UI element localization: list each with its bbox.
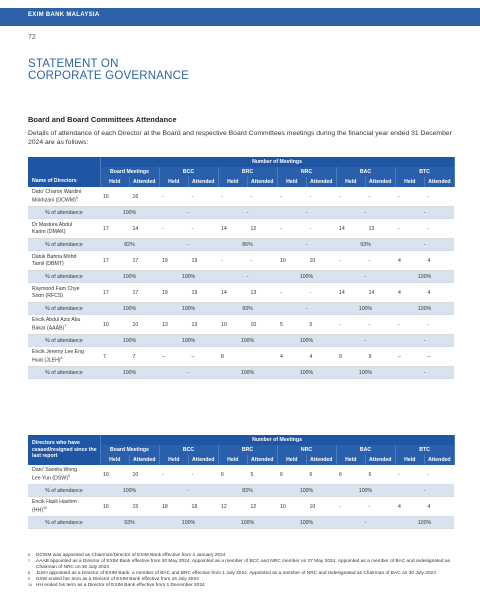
meeting-count-cell: 17	[130, 251, 160, 271]
meeting-count-cell: 19	[159, 283, 189, 303]
director-name-line-2: Bakar (AAAB)$^7$	[32, 324, 67, 332]
meeting-count-cell: -	[189, 465, 219, 485]
meeting-count-cell: -	[277, 219, 307, 239]
held-header: Held	[336, 455, 366, 465]
director-name-line-2: Mokhzani (DCWM)$^6$	[32, 196, 78, 204]
meeting-count-cell: 16	[100, 187, 130, 207]
attendance-percent-cell: -	[277, 239, 336, 251]
footnote-number: 10	[28, 583, 32, 587]
meeting-count-cell: 4	[425, 251, 455, 271]
meeting-count-cell: -	[248, 187, 278, 207]
committee-header: BRC	[218, 445, 277, 455]
attendance-row	[28, 303, 454, 315]
footnote-text: DSW ended her term as a Director of EXIM Bank effective from 15 July 2024	[36, 577, 199, 582]
director-name-line-1: Dato' Charon Wardini	[32, 188, 82, 195]
attendance-percent-cell: 100%	[395, 303, 454, 315]
director-name-line-2: Karim (DMAK)	[32, 228, 66, 235]
meeting-count-cell: –	[425, 347, 455, 367]
meeting-count-cell: 10	[130, 315, 160, 335]
committee-header: BRC	[218, 167, 277, 177]
meeting-count-cell: 18	[189, 497, 219, 517]
director-name-line-2: Huat (JLEH)$^8$	[32, 356, 63, 364]
director-name-line-1: Encik Abdul Aziz Abu	[32, 316, 81, 323]
attendance-percent-cell: 100%	[159, 335, 218, 347]
meeting-count-cell: 6	[277, 465, 307, 485]
table-row	[28, 283, 454, 303]
meeting-count-cell: -	[336, 315, 366, 335]
attended-header: Attended	[307, 455, 337, 465]
table-row	[28, 497, 454, 517]
meeting-count-cell: 12	[248, 219, 278, 239]
footnote-ref: 9	[67, 474, 70, 479]
meeting-count-cell: 15	[130, 497, 160, 517]
director-name	[28, 187, 100, 207]
table-row	[28, 315, 454, 335]
attendance-percent-cell: 100%	[336, 485, 395, 497]
meeting-count-cell: -	[336, 187, 366, 207]
committee-header: BCC	[159, 445, 218, 455]
attendance-percent-cell: 100%	[277, 335, 336, 347]
meeting-count-cell: 4	[425, 283, 455, 303]
held-header: Held	[277, 177, 307, 187]
director-name	[28, 251, 100, 271]
attendance-percent-cell: 86%	[218, 239, 277, 251]
meeting-count-cell: 6	[218, 465, 248, 485]
committee-header: BCC	[159, 167, 218, 177]
committee-header: BTC	[395, 167, 454, 177]
attendance-percent-cell: 93%	[336, 239, 395, 251]
meeting-count-cell: 6	[336, 465, 366, 485]
meeting-count-cell: 13	[366, 219, 396, 239]
meeting-count-cell: 13	[189, 315, 219, 335]
footnotes	[28, 553, 458, 589]
attendance-percent-cell: -	[277, 303, 336, 315]
title-line-2: CORPORATE GOVERNANCE	[28, 70, 189, 82]
attendance-row	[28, 271, 454, 283]
meeting-count-cell: 18	[159, 497, 189, 517]
meeting-count-cell: -	[159, 187, 189, 207]
meeting-count-cell: 6	[307, 465, 337, 485]
held-header: Held	[218, 177, 248, 187]
meeting-count-cell: -	[307, 219, 337, 239]
attendance-percent-cell: 82%	[100, 239, 159, 251]
held-header: Held	[100, 455, 130, 465]
table-row	[28, 465, 454, 485]
director-name-line-1: Encik Hasli Hashim	[32, 498, 77, 505]
held-header: Held	[100, 177, 130, 187]
name-column-header: Directors who have ceased/resigned since the last report	[28, 435, 100, 465]
meeting-count-cell: 14	[218, 283, 248, 303]
held-header: Held	[159, 177, 189, 187]
footnote-number: 8	[28, 571, 30, 575]
attendance-percent-cell: 100%	[100, 207, 159, 219]
committee-header: NRC	[277, 445, 336, 455]
director-name	[28, 315, 100, 335]
attendance-percent-cell: -	[218, 207, 277, 219]
meeting-count-cell: 14	[336, 219, 366, 239]
meeting-count-cell: -	[218, 187, 248, 207]
attendance-percent-cell: 100%	[395, 517, 454, 529]
meeting-count-cell: -	[425, 219, 455, 239]
director-name-line-2: (HH)$^{10}$	[32, 506, 47, 514]
director-name-line-1: Raymond Fam Chye	[32, 286, 80, 292]
footnote-text: DCWM was appointed as Chairman/Director of EXIM Bank effective from 4 January 2024	[36, 553, 226, 558]
director-name-line-2: Tamil (DBMT)	[32, 260, 64, 267]
attended-header: Attended	[425, 455, 455, 465]
meeting-count-cell: 4	[395, 251, 425, 271]
attendance-percent-cell: 100%	[277, 517, 336, 529]
attendance-row	[28, 239, 454, 251]
attendance-percent-cell: 100%	[159, 271, 218, 283]
brand-bar	[0, 8, 480, 26]
meeting-count-cell: 19	[159, 251, 189, 271]
meeting-count-cell: –	[189, 347, 219, 367]
meeting-count-cell: 19	[189, 251, 219, 271]
footnote-text: JLEH appointed as a Director of EXIM Bank, a member of BAC and BRC effective from 1 July 2024. Appointed as a member of NRC and redesignated as Chairman of BAC on 30 July 2024	[36, 571, 436, 576]
meeting-count-cell: -	[366, 497, 396, 517]
held-header: Held	[395, 177, 425, 187]
director-name-line-2: Soon (RFCS)	[32, 292, 64, 299]
attended-header: Attended	[307, 177, 337, 187]
held-header: Held	[218, 455, 248, 465]
title-line-1: STATEMENT ON	[28, 58, 119, 70]
meeting-count-cell: -	[159, 465, 189, 485]
meeting-count-cell: -	[189, 219, 219, 239]
director-name-line-1: Dato' Sandra Wong	[32, 466, 78, 473]
footnote-text: AAAB appointed as a Director of EXIM Bank effective from 20 May 2024. Appointed as a member of BCC and NRC member on 27 May 2024. Appointed as a member of BAC and redesignated as Chairman of NRC on 30 July 2024	[36, 559, 451, 570]
brand-name: EXIM BANK MALAYSIA	[28, 12, 100, 18]
attendance-percent-cell: 100%	[277, 271, 336, 283]
attendance-percent-cell: -	[395, 335, 454, 347]
attendance-percent-cell: -	[159, 239, 218, 251]
attendance-label: % of attendance	[28, 335, 100, 347]
attendance-percent-cell: 100%	[218, 517, 277, 529]
meeting-count-cell: 14	[366, 283, 396, 303]
attendance-label: % of attendance	[28, 517, 100, 529]
held-header: Held	[336, 177, 366, 187]
attended-header: Attended	[130, 177, 160, 187]
meeting-count-cell: -	[189, 187, 219, 207]
meeting-count-cell: 10	[100, 465, 130, 485]
attendance-label: % of attendance	[28, 207, 100, 219]
attendance-percent-cell: -	[395, 239, 454, 251]
attendance-percent-cell: 100%	[277, 367, 336, 379]
meeting-count-cell: 17	[130, 283, 160, 303]
attendance-percent-cell: -	[159, 367, 218, 379]
meeting-count-cell: 10	[277, 497, 307, 517]
attended-header: Attended	[248, 455, 278, 465]
attendance-percent-cell: 100%	[218, 367, 277, 379]
meeting-count-cell: 4	[395, 497, 425, 517]
number-of-meetings-header: Number of Meetings	[100, 157, 454, 167]
director-name	[28, 219, 100, 239]
footnote-ref: 10	[42, 506, 47, 511]
attendance-label: % of attendance	[28, 303, 100, 315]
page-number: 72	[28, 34, 36, 41]
meeting-count-cell: -	[277, 283, 307, 303]
meeting-count-cell: 13	[159, 315, 189, 335]
meeting-count-cell: -	[425, 187, 455, 207]
footnote-number: 9	[28, 577, 30, 581]
meeting-count-cell: -	[395, 219, 425, 239]
meeting-count-cell: 17	[100, 219, 130, 239]
attendance-row	[28, 335, 454, 347]
attendance-label: % of attendance	[28, 367, 100, 379]
attendance-percent-cell: 100%	[100, 485, 159, 497]
attendance-percent-cell: -	[159, 207, 218, 219]
attendance-percent-cell: -	[395, 207, 454, 219]
meeting-count-cell: 9	[366, 347, 396, 367]
attendance-row	[28, 485, 454, 497]
meeting-count-cell: -	[218, 251, 248, 271]
attendance-percent-cell: -	[336, 271, 395, 283]
meeting-count-cell: -	[425, 315, 455, 335]
footnote	[28, 583, 458, 589]
meeting-count-cell: 19	[189, 283, 219, 303]
attendance-percent-cell: 100%	[159, 303, 218, 315]
attendance-row	[28, 367, 454, 379]
page-title	[28, 58, 189, 82]
number-of-meetings-header: Number of Meetings	[100, 435, 454, 445]
meeting-count-cell: 10	[100, 315, 130, 335]
director-name-line-1: Dr Mastura Abdul	[32, 222, 73, 228]
director-name-line-1: Encik Jeremy Lee Eng	[32, 348, 84, 355]
attended-header: Attended	[366, 177, 396, 187]
meeting-count-cell: -	[395, 315, 425, 335]
name-column-header: Name of Directors	[28, 157, 100, 187]
attendance-row	[28, 207, 454, 219]
meeting-count-cell: 10	[307, 497, 337, 517]
attendance-percent-cell: 93%	[218, 303, 277, 315]
table-row	[28, 187, 454, 207]
attended-header: Attended	[189, 177, 219, 187]
meeting-count-cell: -	[366, 315, 396, 335]
attendance-percent-cell: -	[395, 367, 454, 379]
meeting-count-cell: 4	[277, 347, 307, 367]
held-header: Held	[277, 455, 307, 465]
committee-header: BTC	[395, 445, 454, 455]
footnote-ref: 8	[60, 356, 63, 361]
meeting-count-cell: 10	[277, 251, 307, 271]
attendance-percent-cell: 100%	[336, 367, 395, 379]
meeting-count-cell: -	[336, 251, 366, 271]
meeting-count-cell: 16	[100, 497, 130, 517]
meeting-count-cell: 10	[218, 315, 248, 335]
footnote-number: 6	[28, 553, 30, 557]
attended-header: Attended	[366, 455, 396, 465]
director-name	[28, 497, 100, 517]
footnote	[28, 559, 458, 571]
meeting-count-cell: 10	[307, 251, 337, 271]
ceased-directors-table	[28, 435, 455, 529]
attended-header: Attended	[130, 455, 160, 465]
attendance-percent-cell: 83%	[218, 485, 277, 497]
footnote-text: HH ended his term as a Director of EXIM Bank effective from 1 December 2024	[36, 583, 205, 588]
attended-header: Attended	[425, 177, 455, 187]
meeting-count-cell: 16	[130, 187, 160, 207]
held-header: Held	[395, 455, 425, 465]
attendance-percent-cell: 100%	[100, 335, 159, 347]
footnote-ref: 7	[64, 324, 67, 329]
meeting-count-cell: 10	[248, 315, 278, 335]
director-name	[28, 283, 100, 303]
attended-header: Attended	[248, 177, 278, 187]
meeting-count-cell: -	[395, 187, 425, 207]
meeting-count-cell: 14	[218, 219, 248, 239]
committee-header: BAC	[336, 445, 395, 455]
attendance-percent-cell: 93%	[100, 517, 159, 529]
committee-header: NRC	[277, 167, 336, 177]
meeting-count-cell: -	[277, 187, 307, 207]
director-name	[28, 347, 100, 367]
attendance-table	[28, 157, 455, 379]
meeting-count-cell: 14	[336, 283, 366, 303]
meeting-count-cell: 7	[100, 347, 130, 367]
meeting-count-cell: 5	[307, 315, 337, 335]
attendance-percent-cell: -	[159, 485, 218, 497]
meeting-count-cell: -	[366, 251, 396, 271]
meeting-count-cell: -	[159, 219, 189, 239]
meeting-count-cell: –	[159, 347, 189, 367]
committee-header: Board Meetings	[100, 167, 159, 177]
attendance-percent-cell: 100%	[100, 303, 159, 315]
meeting-count-cell: 5	[248, 465, 278, 485]
footnote-number: 7	[28, 559, 30, 563]
meeting-count-cell: 4	[307, 347, 337, 367]
table-row	[28, 219, 454, 239]
attendance-percent-cell: 100%	[100, 367, 159, 379]
attendance-percent-cell: 100%	[277, 485, 336, 497]
attendance-percent-cell: -	[336, 207, 395, 219]
meeting-count-cell: 17	[100, 283, 130, 303]
top-bar	[0, 0, 480, 44]
attendance-percent-cell: 100%	[395, 271, 454, 283]
meeting-count-cell: 10	[130, 465, 160, 485]
meeting-count-cell: 4	[425, 497, 455, 517]
meeting-count-cell: –	[395, 347, 425, 367]
attendance-percent-cell: 100%	[218, 335, 277, 347]
held-header: Held	[159, 455, 189, 465]
meeting-count-cell: 4	[395, 283, 425, 303]
meeting-count-cell: 12	[218, 497, 248, 517]
director-name-line-2: Lee Yun (DSW)$^9$	[32, 474, 70, 482]
table-row	[28, 251, 454, 271]
attendance-percent-cell: -	[277, 207, 336, 219]
meeting-count-cell: 13	[248, 283, 278, 303]
meeting-count-cell: -	[366, 187, 396, 207]
meeting-count-cell: -	[307, 283, 337, 303]
director-name	[28, 465, 100, 485]
meeting-count-cell: -	[336, 497, 366, 517]
meeting-count-cell: 12	[248, 497, 278, 517]
attendance-label: % of attendance	[28, 239, 100, 251]
attendance-percent-cell: 100%	[100, 271, 159, 283]
meeting-count-cell: -	[307, 187, 337, 207]
committee-header: Board Meetings	[100, 445, 159, 455]
attendance-percent-cell: 100%	[336, 303, 395, 315]
meeting-count-cell: 9	[336, 347, 366, 367]
director-name-line-1: Datuk Bahria Mohd	[32, 254, 77, 260]
meeting-count-cell: 8	[218, 347, 248, 367]
attendance-label: % of attendance	[28, 271, 100, 283]
attendance-percent-cell: 100%	[159, 517, 218, 529]
meeting-count-cell: -	[395, 465, 425, 485]
meeting-count-cell: 7	[130, 347, 160, 367]
meeting-count-cell: 6	[366, 465, 396, 485]
attendance-percent-cell: -	[218, 271, 277, 283]
meeting-count-cell	[248, 347, 278, 367]
attendance-percent-cell: -	[395, 485, 454, 497]
section-heading: Board and Board Committees Attendance	[28, 115, 177, 124]
attendance-percent-cell: -	[336, 517, 395, 529]
meeting-count-cell: -	[248, 251, 278, 271]
attendance-row	[28, 517, 454, 529]
footnote-ref: 6	[75, 196, 78, 201]
section-intro: Details of attendance of each Director at the Board and respective Board Committees meetings during the financial year ended 31 December 2024 are as follows:	[28, 130, 452, 146]
meeting-count-cell: 5	[277, 315, 307, 335]
meeting-count-cell: 17	[100, 251, 130, 271]
meeting-count-cell: -	[425, 465, 455, 485]
attendance-label: % of attendance	[28, 485, 100, 497]
table-row	[28, 347, 454, 367]
committee-header: BAC	[336, 167, 395, 177]
attendance-percent-cell: -	[336, 335, 395, 347]
attended-header: Attended	[189, 455, 219, 465]
meeting-count-cell: 14	[130, 219, 160, 239]
